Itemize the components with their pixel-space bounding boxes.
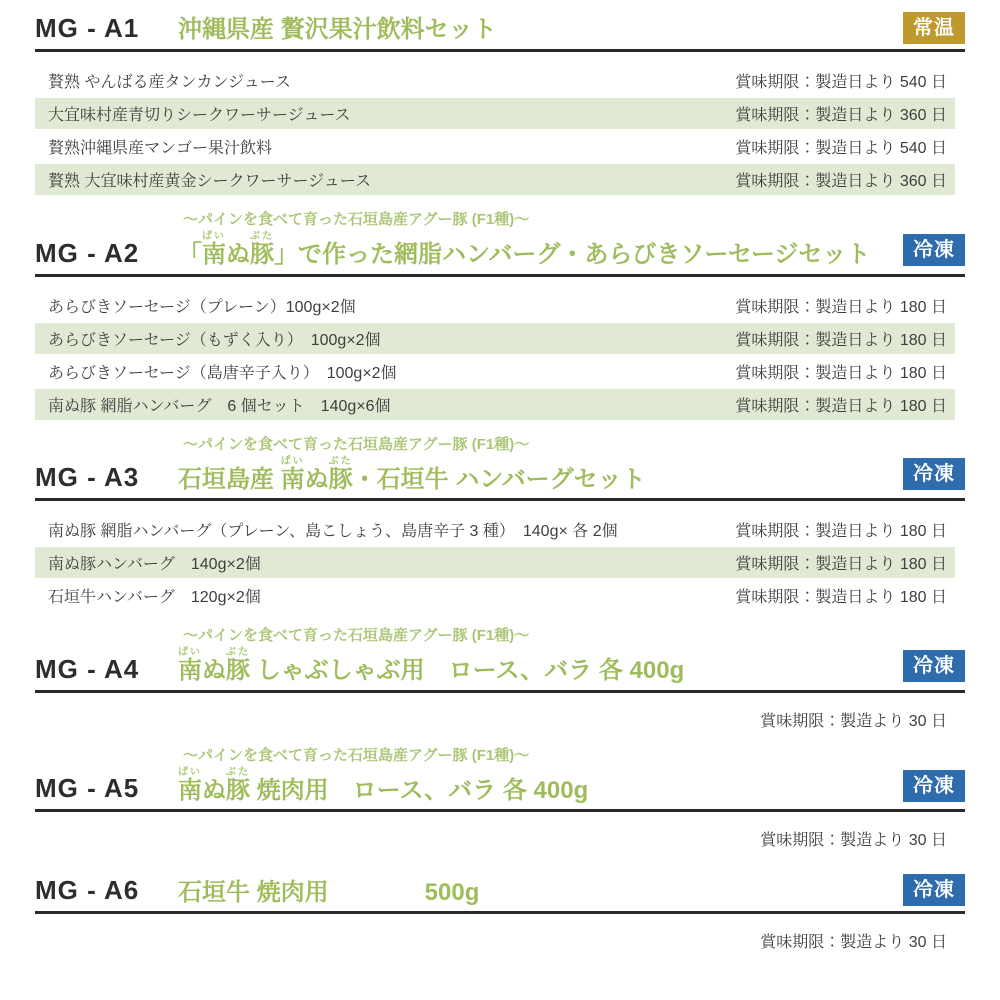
product-rows — [35, 514, 955, 611]
section-subtitle: ～パインを食べて育った石垣島産アグー豚 (F1種)～ — [183, 746, 530, 764]
product-code: MG - A2 — [35, 237, 140, 268]
product-row — [35, 514, 955, 545]
header-divider — [35, 809, 965, 812]
section-mg-a4 — [35, 627, 965, 731]
section-mg-a6 — [35, 874, 965, 952]
product-name: あらびきソーセージ（プレーン）100g×2個 — [48, 298, 356, 316]
footer-expiry: 賞味期限：製造より 30 日 — [760, 934, 947, 952]
storage-badge: 常温 — [903, 12, 965, 44]
expiry-label: 賞味期限：製造日より 540 日 — [735, 140, 947, 157]
section-header — [35, 874, 965, 906]
section-header — [35, 12, 965, 44]
header-divider — [35, 274, 965, 277]
product-name: 贅熟沖縄県産マンゴー果汁飲料 — [48, 140, 273, 157]
storage-badge: 冷凍 — [903, 650, 965, 682]
header-divider — [35, 690, 965, 693]
product-row — [35, 547, 955, 578]
section-mg-a2 — [35, 211, 965, 420]
storage-badge: 冷凍 — [903, 874, 965, 906]
storage-badge: 冷凍 — [903, 458, 965, 490]
section-mg-a5 — [35, 747, 965, 851]
expiry-label: 賞味期限：製造日より 180 日 — [735, 298, 947, 316]
product-name: 贅熟 やんばる産タンカンジュース — [48, 74, 291, 91]
product-name: 南ぬ豚 網脂ハンバーグ（プレーン、島こしょう、島唐辛子 3 種） 140g× 各 2個 — [48, 523, 618, 541]
product-code: MG - A4 — [35, 653, 140, 684]
expiry-label: 賞味期限：製造日より 180 日 — [735, 523, 947, 541]
expiry-label: 賞味期限：製造日より 180 日 — [735, 331, 947, 349]
product-name: 大宜味村産青切りシークワーサージュース — [48, 107, 351, 124]
product-code: MG - A5 — [35, 773, 140, 804]
footer-expiry: 賞味期限：製造より 30 日 — [760, 712, 947, 730]
product-row — [35, 580, 955, 611]
product-name: 南ぬ豚 網脂ハンバーグ 6 個セット 140g×6個 — [48, 397, 391, 415]
product-name: あらびきソーセージ（島唐辛子入り） 100g×2個 — [48, 364, 397, 382]
product-name: 南ぬ豚ハンバーグ 140g×2個 — [48, 556, 261, 574]
product-rows — [35, 290, 955, 420]
product-row — [35, 65, 955, 96]
section-title: 石垣牛 焼肉用 500g — [178, 878, 480, 906]
product-row — [35, 323, 955, 354]
section-header — [35, 456, 965, 494]
storage-badge: 冷凍 — [903, 234, 965, 266]
section-title: 南ぱいぬ豚ぶた 焼肉用 ロース、バラ 各 400g — [178, 766, 589, 804]
expiry-label: 賞味期限：製造日より 180 日 — [735, 397, 947, 415]
product-row — [35, 290, 955, 321]
section-title: 南ぱいぬ豚ぶた しゃぶしゃぶ用 ロース、バラ 各 400g — [178, 647, 685, 685]
product-name: 贅熟 大宜味村産黄金シークワーサージュース — [48, 173, 372, 190]
expiry-label: 賞味期限：製造日より 360 日 — [735, 107, 947, 124]
product-code: MG - A3 — [35, 462, 140, 493]
product-row — [35, 164, 955, 195]
section-subtitle: ～パインを食べて育った石垣島産アグー豚 (F1種)～ — [183, 627, 530, 645]
product-row — [35, 131, 955, 162]
product-name: 石垣牛ハンバーグ 120g×2個 — [48, 589, 261, 607]
section-header — [35, 767, 965, 805]
header-divider — [35, 49, 965, 52]
expiry-label: 賞味期限：製造日より 180 日 — [735, 556, 947, 574]
expiry-label: 賞味期限：製造日より 540 日 — [735, 74, 947, 91]
header-divider — [35, 911, 965, 914]
product-code: MG - A6 — [35, 875, 140, 906]
section-title: 石垣島産 南ぱいぬ豚ぶた・石垣牛 ハンバーグセット — [178, 455, 646, 493]
product-row — [35, 389, 955, 420]
product-row — [35, 98, 955, 129]
section-title: 「南ぱいぬ豚ぶた」で作った網脂ハンバーグ・あらびきソーセージセット — [178, 231, 871, 268]
product-name: あらびきソーセージ（もずく入り） 100g×2個 — [48, 331, 381, 349]
section-subtitle: ～パインを食べて育った石垣島産アグー豚 (F1種)～ — [183, 435, 530, 453]
section-header — [35, 231, 965, 269]
footer-expiry: 賞味期限：製造より 30 日 — [760, 832, 947, 850]
product-row — [35, 356, 955, 387]
section-mg-a1 — [35, 12, 965, 195]
section-title: 沖縄県産 贅沢果汁飲料セット — [178, 16, 497, 44]
section-subtitle: ～パインを食べて育った石垣島産アグー豚 (F1種)～ — [183, 211, 530, 228]
expiry-label: 賞味期限：製造日より 180 日 — [735, 589, 947, 607]
storage-badge: 冷凍 — [903, 770, 965, 802]
expiry-label: 賞味期限：製造日より 180 日 — [735, 364, 947, 382]
product-rows — [35, 65, 955, 195]
section-mg-a3 — [35, 436, 965, 612]
header-divider — [35, 498, 965, 501]
section-header — [35, 647, 965, 685]
expiry-label: 賞味期限：製造日より 360 日 — [735, 173, 947, 190]
product-code: MG - A1 — [35, 13, 140, 44]
